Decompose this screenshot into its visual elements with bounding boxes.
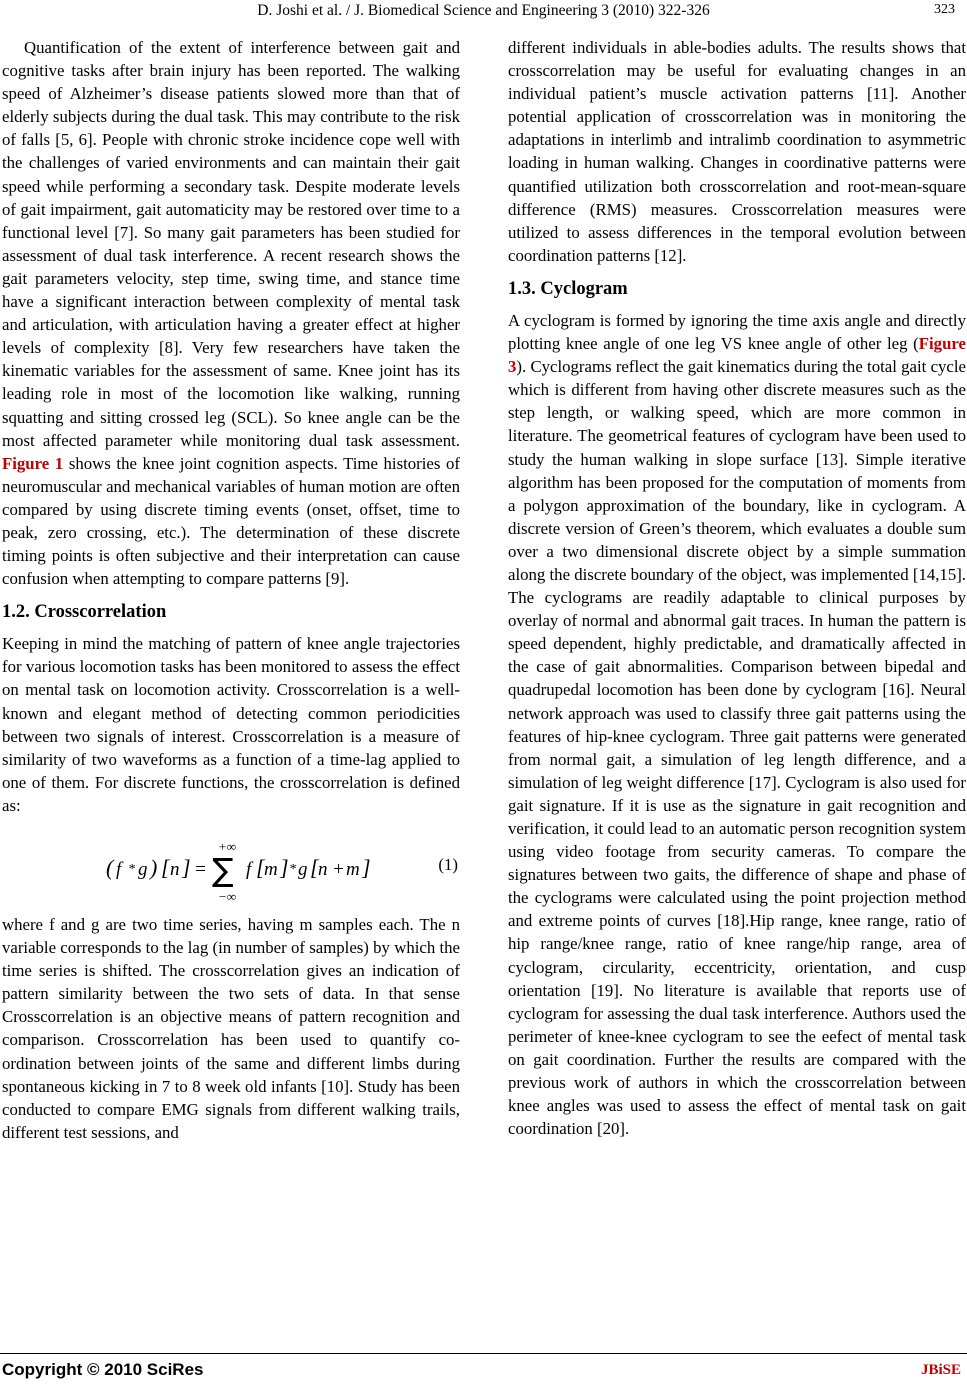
svg-text:*: * [128,862,135,877]
running-header [0,2,967,22]
page-footer [0,1360,967,1384]
crosscorrelation-formula [106,835,406,905]
svg-text:n: n [318,859,328,880]
svg-text:): ) [150,855,158,880]
svg-text:f: f [246,859,252,880]
figure-1-link[interactable]: Figure 1 [2,453,64,473]
paragraph-continued: different individuals in able-bodies adults. The results shows that crosscorrelation may be useful for evaluating changes in an individual patient’s muscle activation patterns [11]. Another potential application of crosscorrelation was in monitoring the adaptations in interlimb and intralimb coordination to asymmetric loading in human walking. Changes in coordinative patterns were quantified utilization both crosscorrelation and root-mean-square difference (RMS) measures. Crosscorrelation measures were utilized to assess differences in the temporal evolution between coordination patterns [12]. [508,38,966,265]
equation-number: (1) [438,855,458,874]
paragraph-where: where f and g are two time series, having m samples each. The n variable corresponds to the lag (in number of samples) by which the time series is shifted. The crosscorrelation gives an indication of pattern similarity between the two sets of data. In that sense Crosscorrelation is an objective means of pattern recognition and comparison. Crosscorrelation has been used to quantify co-ordination between joints of the same and different limbs during spontaneous kicking in 7 to 8 week old infants [10]. Study has been conducted to compare EMG signals from different walking trails, different test sessions, and [2,915,460,1142]
figure-3-link[interactable]: Figure 3 [508,334,966,377]
right-column [508,36,966,1140]
svg-text:(: ( [106,855,114,880]
paragraph-crosscorrelation: Keeping in mind the matching of pattern of knee angle trajectories for various locomotion tasks has been monitored to assess the effect on mental task on locomotion activity. Crosscorrelation is a well-known and elegant method of detecting common periodicities between two signals of interest. Crosscorrelation is a measure of similarity of two waveforms as a function of a time-lag applied to one of them. For discrete functions, the crosscorrelation is defined as: [2,634,460,815]
svg-text:[: [ [310,855,319,880]
svg-text:f: f [116,859,122,880]
section-heading-crosscorrelation: 1.2. Crosscorrelation [2,602,167,623]
paragraph-cyclogram-text: A cyclogram is formed by ignoring the time axis angle and directly plotting knee angle of one leg VS knee angle of other leg ( [508,310,966,354]
svg-text:∑: ∑ [212,851,234,889]
svg-text:[: [ [256,855,265,880]
page-number: 323 [934,2,955,17]
copyright-notice: Copyright © 2010 SciRes [2,1360,204,1379]
paragraph-cyclogram [508,309,966,1140]
svg-text:]: ] [362,855,371,880]
svg-text:g: g [298,859,308,880]
paragraph-intro-text: Quantification of the extent of interference between gait and cognitive tasks after brain injury has been reported. The walking speed of Alzheimer’s disease patients slowed more than that of elderly subjects during the dual task. This may contribute to the risk of falls [5, 6]. People with chronic stroke incidence cope well with the challenges of varied environments and can maintain their gait speed while performing a secondary task. Despite moderate levels of gait impairment, gait automaticity may be restored over time to a functional level [7]. So many gait parameters has been studied for assessment of dual task interference. A recent research shows the gait parameters velocity, step time, swing time, and stance time have a significant interaction between complexity of mental task and articulation, with articulation having a greater effect at higher levels of complexity [8]. Very few researchers have taken the kinematic variables for the assessment of same. Knee joint has its leading role in most of the locomotion like walking, running squatting and sitting crossed leg (SCL). So knee angle can be the most affected parameter while monitoring dual task assessment. [2,38,460,450]
svg-text:+∞: +∞ [218,839,237,854]
svg-text:n: n [170,859,180,880]
svg-text:[: [ [161,855,170,880]
svg-text:]: ] [182,855,191,880]
header-citation: D. Joshi et al. / J. Biomedical Science and Engineering 3 (2010) 322-326 [257,2,710,19]
svg-text:+: + [332,859,345,880]
section-heading-cyclogram: 1.3. Cyclogram [508,278,628,299]
svg-text:m: m [346,859,360,880]
journal-abbrev: JBiSE [920,1362,961,1378]
svg-text:*: * [289,862,296,877]
svg-text:g: g [138,859,148,880]
paragraph-intro-cont: shows the knee joint cognition aspects. Time histories of neuromuscular and mechanical variables of human motion are often compared by using discrete timing events (onset, offset, time to peak, zero crossing, etc.). The determination of these discrete timing points is often subjective and their interpretation can cause confusion when attempting to compare patterns [9]. [2,453,460,589]
svg-text:−∞: −∞ [218,889,237,904]
svg-text:=: = [194,859,207,880]
paragraph-cyclogram-cont: ). Cyclograms reflect the gait kinematics during the total gait cycle which is different from having other discrete measures such as the step length, or walking speed, which are more common in literature. The geometrical features of cyclogram have been used to study the human walking in slope surface [13]. Simple iterative algorithm has been proposed for the computation of moments from a polygon approximation of the boundary, like in cyclogram. A discrete version of Green’s theorem, which evaluates a double sum over a two dimensional discrete object by a simple summation along the discrete boundary of the object, was implemented [14,15]. The cyclograms are readily adaptable to clinical purposes by overlay of normal and abnormal gait traces. In human the pattern is speed dependent, highly predictable, and dramatically affected in the case of gait abnormalities. Comparison between bipedal and quadrupedal locomotion has been done by cyclogram [16]. Neural network approach was used to classify three gait patterns using the features of hip-knee cyclogram. Three gait patterns were generated from normal gait, a simulation of leg length difference, and a simulation of leg weight difference [17]. Cyclogram is also used for gait signature. If it is use as the signature in gait recognition and verification, it could lead to an automatic person recognition system using video footage from security cameras. To compare the signatures between two gaits, the difference of shape and phase of the cyclograms were calculated using the point projection method and extreme points of curves [18].Hip range, knee range, ratio of hip range/knee range, ratio of knee range/hip range, area of cyclogram, circularity, eccentricity, orientation, and cusp orientation [19]. No literature is available that reports use of cyclogram for assessing the dual task interference. Authors used the perimeter of knee-knee cyclogram to see the eefect of mental task on gait coordination. Further the results are compared with the previous work of authors in which the crosscorrelation between knee angles was used to assess the effect of mental task on gait coordination [20]. [508,357,966,1139]
svg-text:m: m [264,859,278,880]
left-column [2,36,460,1144]
equation-1 [2,829,460,904]
paragraph-intro [2,36,460,590]
svg-text:]: ] [280,855,289,880]
footer-divider [0,1353,967,1354]
